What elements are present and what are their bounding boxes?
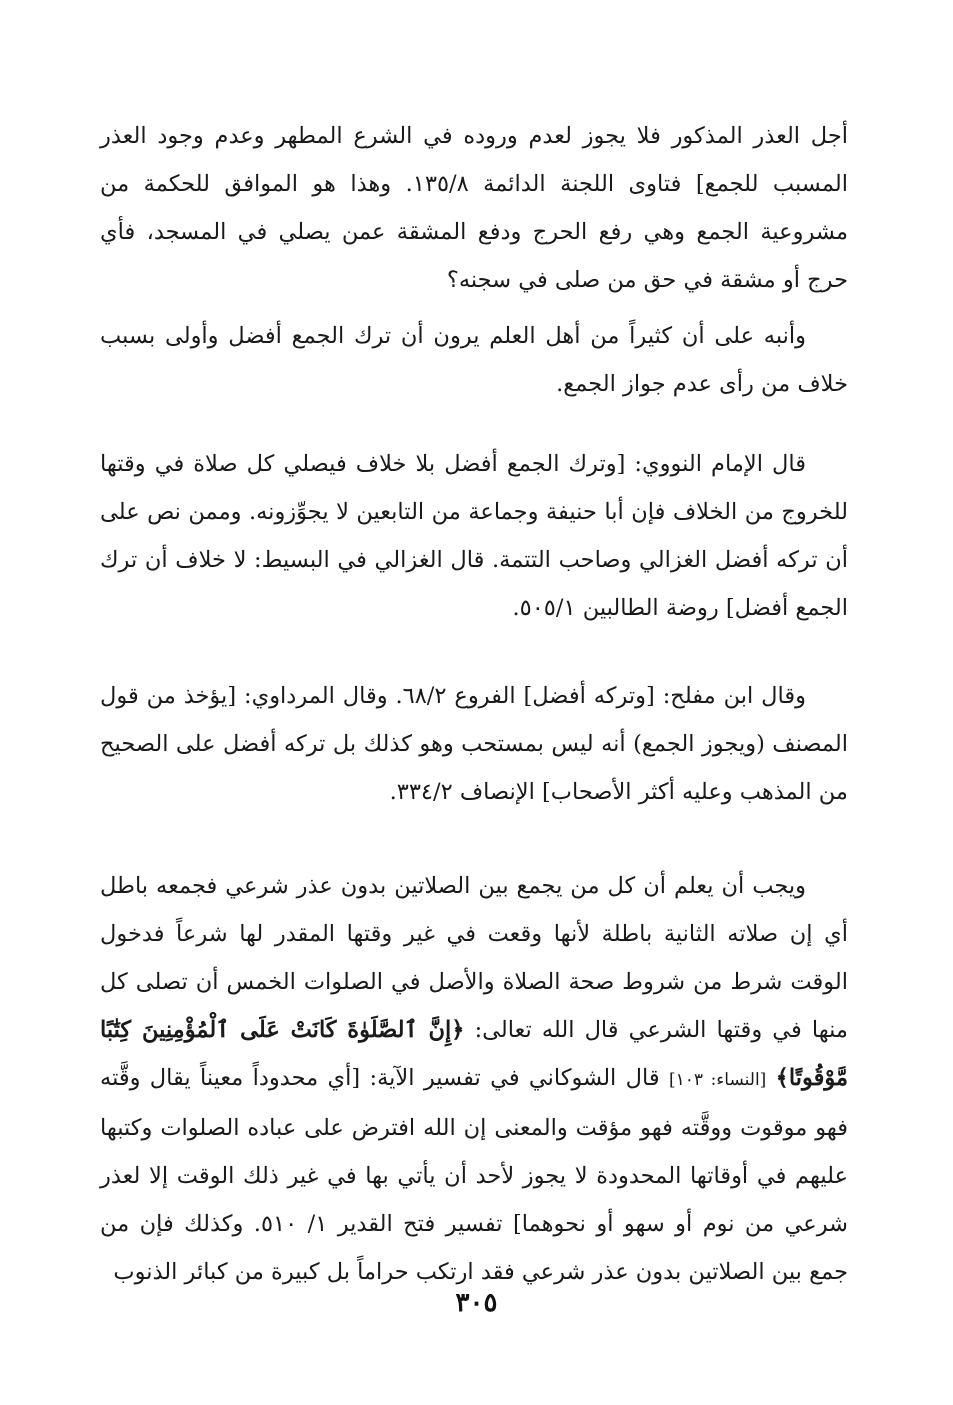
paragraph-5 xyxy=(100,862,848,1296)
page-body xyxy=(100,112,848,1296)
quran-verse: ﴿إِنَّ ٱلصَّلَوٰةَ كَانَتْ عَلَى ٱلْمُؤْمِنِينَ كِتَٰبًا مَّوْقُوتًا﴾ xyxy=(100,1017,849,1091)
paragraph-4: وقال ابن مفلح: [وتركه أفضل] الفروع ٦٨/٢. وقال المرداوي: [يؤخذ من قول المصنف (ويجوز الجمع) أنه ليس بمستحب وهو كذلك بل تركه أفضل على الصحيح من المذهب وعليه أكثر الأصحاب] الإنصاف ٣٣٤/٢. xyxy=(100,683,848,805)
paragraph-5-text-a: ويجب أن يعلم أن كل من يجمع بين الصلاتين بدون عذر شرعي فجمعه باطل أي إن صلاته الثانية باطلة لأنها وقعت في غير وقتها المقدر لها شرعاً فدخول الوقت شرط من شروط صحة الصلاة والأصل في الصلوات الخمس أن تصلى كل منها في وقتها الشرعي قال الله تعالى: xyxy=(100,873,848,1043)
paragraph-1: أجل العذر المذكور فلا يجوز لعدم وروده في الشرع المطهر وعدم وجود العذر المسبب للجمع] فتاوى اللجنة الدائمة ١٣٥/٨. وهذا هو الموافق للحكمة من مشروعية الجمع وهي رفع الحرج ودفع المشقة عمن يصلي في المسجد، فأي حرج أو مشقة في حق من صلى في سجنه؟ xyxy=(100,123,848,293)
paragraph-5-text-b: قال الشوكاني في تفسير الآية: [أي محدوداً معيناً يقال وقَّته فهو موقوت ووقَّته فهو مؤقت والمعنى إن الله افترض على عباده الصلوات وكتبها عليهم في أوقاتها المحدودة لا يجوز لأحد أن يأتي بها في غير ذلك الوقت إلا لعذر شرعي من نوم أو سهو أو نحوهما] تفسير فتح القدير ١/ ٥١٠. وكذلك فإن من جمع بين الصلاتين بدون عذر شرعي فقد ارتكب حراماً بل كبيرة من كبائر الذنوب xyxy=(100,1065,848,1285)
page-number: ٣٠٥ xyxy=(455,1288,498,1318)
paragraph-3: قال الإمام النووي: [وترك الجمع أفضل بلا خلاف فيصلي كل صلاة في وقتها للخروج من الخلاف فإن أبا حنيفة وجماعة من التابعين لا يجوِّزونه. وممن نص على أن تركه أفضل الغزالي وصاحب التتمة. قال الغزالي في البسيط: لا خلاف أن ترك الجمع أفضل] روضة الطالبين ٥٠٥/١. xyxy=(100,451,848,621)
verse-reference: [النساء: ١٠٣] xyxy=(668,1070,767,1090)
paragraph-2: وأنبه على أن كثيراً من أهل العلم يرون أن ترك الجمع أفضل وأولى بسبب خلاف من رأى عدم جواز الجمع. xyxy=(100,323,848,397)
